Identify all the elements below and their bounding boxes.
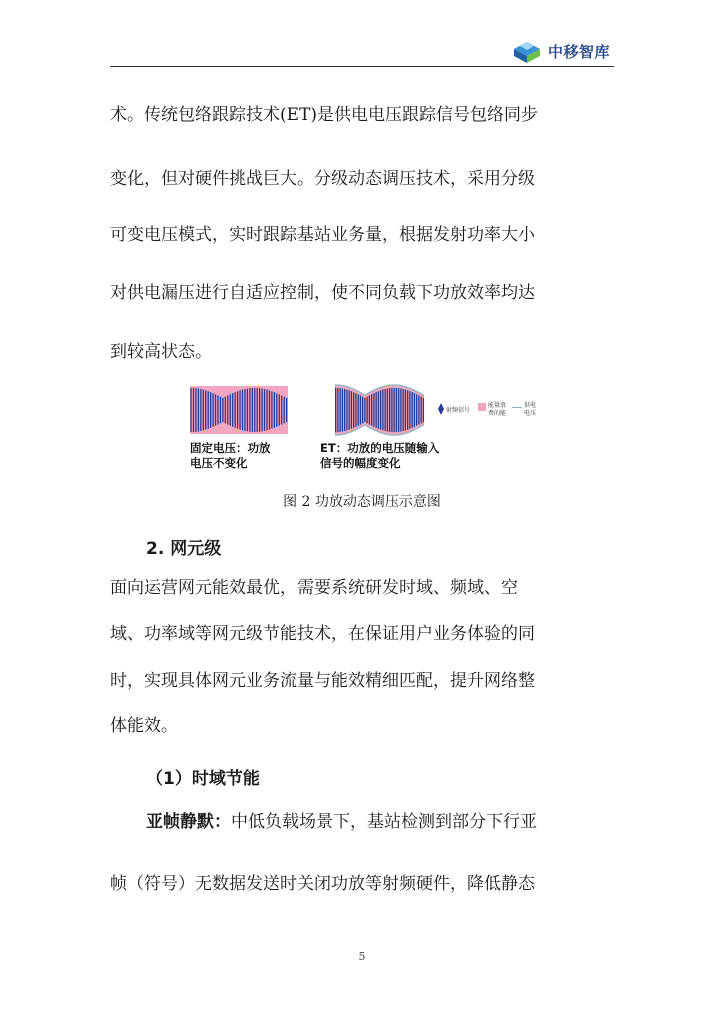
waveform-bar: [190, 388, 191, 432]
waveform-bar: [259, 388, 260, 432]
brand-logo: [510, 36, 610, 66]
waveform-bar: [254, 388, 255, 432]
waveform-bar: [242, 390, 243, 431]
waveform-bar: [266, 390, 267, 431]
figure-caption: 图 2 功放动态调压示意图: [283, 494, 441, 510]
subsection-1-title: （1）时域节能: [146, 769, 260, 789]
waveform-bar: [349, 390, 350, 429]
logo-text: 中移智库: [548, 42, 611, 61]
logo-icon: [510, 37, 544, 65]
legend-supply-label-2: 电压: [524, 410, 537, 417]
waveform-bar: [247, 389, 248, 432]
waveform-bar: [195, 388, 196, 432]
waveform-bar: [205, 390, 206, 429]
waveform-bar: [378, 391, 379, 429]
waveform-bar: [210, 392, 211, 428]
waveform-bar: [217, 395, 218, 424]
waveform-bar: [391, 388, 392, 432]
waveform-bar: [371, 394, 372, 425]
waveform-bar: [222, 398, 223, 422]
body-line-1: 术。传统包络跟踪技术(ET)是供电电压跟踪信号包络同步: [110, 105, 539, 125]
waveform-bar: [252, 388, 253, 432]
et-label-2: 信号的幅度变化: [320, 456, 401, 470]
waveform-bar: [342, 389, 343, 432]
waveform-bar: [346, 390, 347, 431]
waveform-bar: [286, 398, 287, 422]
subsection-1-line-2: 帧（符号）无数据发送时关闭功放等射频硬件，降低静态: [110, 874, 535, 894]
waveform-bar: [244, 389, 245, 431]
et-label-1: ET：功放的电压随输入: [320, 441, 440, 455]
waveform-bar: [337, 388, 338, 432]
subsection-1-line-1: [146, 812, 616, 832]
waveform-bar: [385, 389, 386, 431]
body-line-5: 到较高状态。: [110, 342, 212, 362]
waveform-bar: [400, 389, 401, 432]
waveform-bar: [409, 391, 410, 429]
waveform-bar: [353, 392, 354, 428]
legend-signal-icon: [438, 403, 444, 415]
legend-waste-label-1: 能量浪: [488, 402, 507, 409]
waveform-bar: [423, 398, 424, 422]
waveform-bar: [212, 393, 213, 427]
waveform-bar: [389, 388, 390, 432]
waveform-bar: [220, 397, 221, 424]
legend-supply-label-1: 供电: [524, 402, 537, 409]
waveform-bar: [403, 389, 404, 431]
subsection-1-lead: 亚帧静默：: [146, 812, 231, 832]
waveform-bar: [398, 388, 399, 432]
page-number: 5: [358, 950, 366, 963]
fixed-label-2: 电压不变化: [190, 456, 248, 470]
waveform-bar: [237, 391, 238, 428]
waveform-bar: [198, 389, 199, 432]
waveform-bar: [340, 388, 341, 432]
waveform-bar: [235, 392, 236, 428]
body-line-3: 可变电压模式，实时跟踪基站业务量，根据发射功率大小: [110, 225, 535, 245]
waveform-bar: [344, 389, 345, 431]
waveform-bar: [276, 393, 277, 427]
waveform-bar: [208, 391, 209, 428]
waveform-bar: [257, 388, 258, 432]
waveform-bar: [249, 388, 250, 432]
waveform-bar: [232, 393, 233, 427]
et-voltage-diagram: [330, 383, 430, 437]
waveform-bar: [227, 395, 228, 424]
waveform-bar: [382, 390, 383, 431]
waveform-bar: [358, 394, 359, 425]
waveform-bar: [373, 393, 374, 427]
waveform-bar: [369, 395, 370, 424]
body-line-4: 对供电漏压进行自适应控制，使不同负载下功放效率均达: [110, 283, 535, 303]
fixed-voltage-diagram: [190, 386, 288, 434]
waveform-bar: [407, 390, 408, 429]
legend-waste-label-2: 费的能: [488, 410, 507, 417]
waveform-bar: [412, 392, 413, 428]
subsection-1-line-1-rest: 中低负载场景下，基站检测到部分下行亚: [231, 812, 537, 832]
header-rule: [110, 66, 614, 67]
waveform-bar: [355, 393, 356, 427]
waveform-bar: [271, 391, 272, 428]
waveform-bar: [264, 389, 265, 431]
waveform-bar: [335, 388, 336, 432]
section-2-line-3: 时，实现具体网元业务流量与能效精细匹配，提升网络整: [110, 671, 535, 691]
waveform-bar: [418, 395, 419, 424]
waveform-bar: [215, 394, 216, 425]
legend-waste-swatch: [478, 403, 486, 411]
waveform-bar: [405, 390, 406, 431]
legend-supply-line: [512, 407, 522, 408]
waveform-bar: [284, 397, 285, 424]
waveform-bar: [360, 395, 361, 424]
waveform-bar: [274, 392, 275, 428]
waveform-bar: [230, 394, 231, 425]
section-2-line-1: 面向运营网元能效最优，需要系统研发时域、频域、空: [110, 578, 518, 598]
body-line-2: 变化，但对硬件挑战巨大。分级动态调压技术，采用分级: [110, 169, 535, 189]
waveform-bar: [380, 390, 381, 429]
waveform-bar: [364, 398, 365, 422]
waveform-bar: [279, 394, 280, 425]
waveform-bar: [416, 394, 417, 425]
waveform-bar: [225, 397, 226, 424]
waveform-bar: [421, 397, 422, 424]
waveform-bar: [367, 397, 368, 424]
waveform-bar: [351, 391, 352, 429]
section-2-title: 2. 网元级: [146, 539, 222, 559]
section-2-line-2: 域、功率域等网元级节能技术，在保证用户业务体验的同: [110, 624, 535, 644]
waveform-bar: [362, 397, 363, 424]
waveform-bar: [200, 389, 201, 431]
section-2-line-4: 体能效。: [110, 716, 178, 736]
fixed-label-1: 固定电压：功放: [190, 441, 271, 455]
waveform-bar: [239, 390, 240, 429]
waveform-bar: [261, 389, 262, 432]
waveform-bar: [269, 390, 270, 429]
waveform-bar: [203, 390, 204, 431]
waveform-bar: [414, 393, 415, 427]
legend-signal-label: 射频信号: [446, 407, 471, 414]
waveform-bar: [396, 388, 397, 432]
waveform-bar: [281, 395, 282, 424]
waveform-bar: [193, 388, 194, 432]
waveform-bar: [376, 392, 377, 428]
waveform-bar: [387, 389, 388, 432]
waveform-bar: [394, 388, 395, 432]
